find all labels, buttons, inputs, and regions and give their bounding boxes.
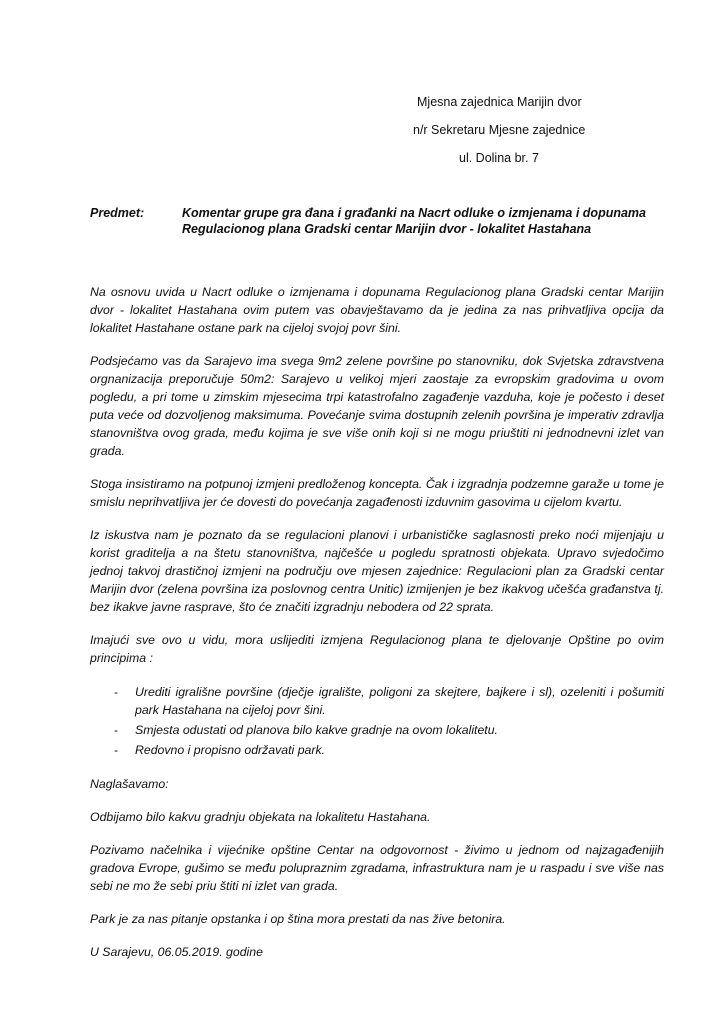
address-line-3: ul. Dolina br. 7: [459, 151, 539, 165]
paragraph: Podsjećamo vas da Sarajevo ima svega 9m2 zelene površine po stanovniku, dok Svjetska zdravstvena orgnanizacija preporučuje 50m2: Sarajevo u velikoj mjeri zaostaje za evropskim gradovima u ovom pogledu, a pri tome u zimskim mjesecima trpi katastrofalno zagađenje vazduha, koje je počesto i deset puta veće od dozvoljenog maksimuma. Povećanje svima dostupnih zelenih površina je imperativ zdravlja stanovništva ovog grada, među kojima je sve više onih koji si ne mogu priuštiti ni jednodnevni izlet van grada.: [90, 354, 664, 458]
list-marker: -: [114, 743, 119, 757]
paragraph: Pozivamo načelnika i vijećnike opštine Centar na odgovornost - živimo u jednom od najzagađenijih gradova Evrope, gušimo se među polupraznim zgradama, infrastruktura nam je u raspadu i sve više nas sebi ne mo že sebi priu štiti ni izlet van grada.: [90, 843, 664, 893]
list-item-text: Smjesta odustati od planova bilo kakve gradnje na ovom lokalitetu.: [135, 723, 498, 737]
list-item: [90, 721, 664, 739]
list-item: [90, 741, 664, 759]
list-item-text: Redovno i propisno održavati park.: [135, 743, 326, 757]
list-marker: -: [114, 723, 119, 737]
paragraph: Odbijamo bilo kakvu gradnju objekata na lokalitetu Hastahana.: [90, 810, 431, 824]
subject-label: Predmet:: [90, 206, 145, 220]
address-line-1: Mjesna zajednica Marijin dvor: [417, 95, 582, 109]
paragraph: Imajući sve ovo u vidu, mora uslijediti izmjena Regulacionog plana te djelovanje Opštine po ovim principima :: [90, 633, 664, 665]
list-marker: -: [114, 685, 119, 699]
list-item: [90, 683, 664, 719]
letter-body: [90, 283, 664, 976]
subject-text: Komentar grupe gra đana i građanki na Nacrt odluke o izmjenama i dopunama Regulacionog plana Gradski centar Marijin dvor - lokalitet Hastahana: [182, 206, 646, 236]
emphasis-heading: Naglašavamo:: [90, 777, 169, 791]
address-line-2: n/r Sekretaru Mjesne zajednice: [413, 123, 586, 137]
list-item-text: Urediti igrališne površine (dječje igralište, poligoni za skejtere, bajkere i sl), ozeleniti i pošumiti park Hastahana na cijeloj povr šini.: [135, 685, 664, 717]
place-date: U Sarajevu, 06.05.2019. godine: [90, 945, 263, 959]
paragraph: Stoga insistiramo na potpunoj izmjeni predloženog koncepta. Čak i izgradnja podzemne garaže u tome je smislu neprihvatljiva jer će dovesti do povećanja zagađenosti izduvnim gasovima u cijelom kvartu.: [90, 477, 664, 509]
paragraph: Na osnovu uvida u Nacrt odluke o izmjenama i dopunama Regulacionog plana Gradski centar Marijin dvor - lokalitet Hastahana ovim putem vas obavještavamo da je jedina za nas prihvatljiva opcija da lokalitet Hastahane ostane park na cijeloj svojoj povr šini.: [90, 285, 664, 335]
principles-list: [90, 683, 664, 759]
paragraph: Iz iskustva nam je poznato da se regulacioni planovi i urbanističke saglasnosti preko noći mijenjaju u korist graditelja a na štetu stanovništva, najčešće u pogledu spratnosti objekata. Upravo svjedočimo jednoj takvoj drastičnoj izmjeni na području ove mjesen zajednice: Regulacioni plan za Gradski centar Marijin dvor (zelena površina iza poslovnog centra Unitic) izmijenjen je bez ikakvog učešća građanstva tj. bez ikakve javne rasprave, što će značiti izgradnju nebodera od 22 sprata.: [90, 528, 664, 614]
paragraph: Park je za nas pitanje opstanka i op ština mora prestati da nas žive betonira.: [90, 912, 506, 926]
